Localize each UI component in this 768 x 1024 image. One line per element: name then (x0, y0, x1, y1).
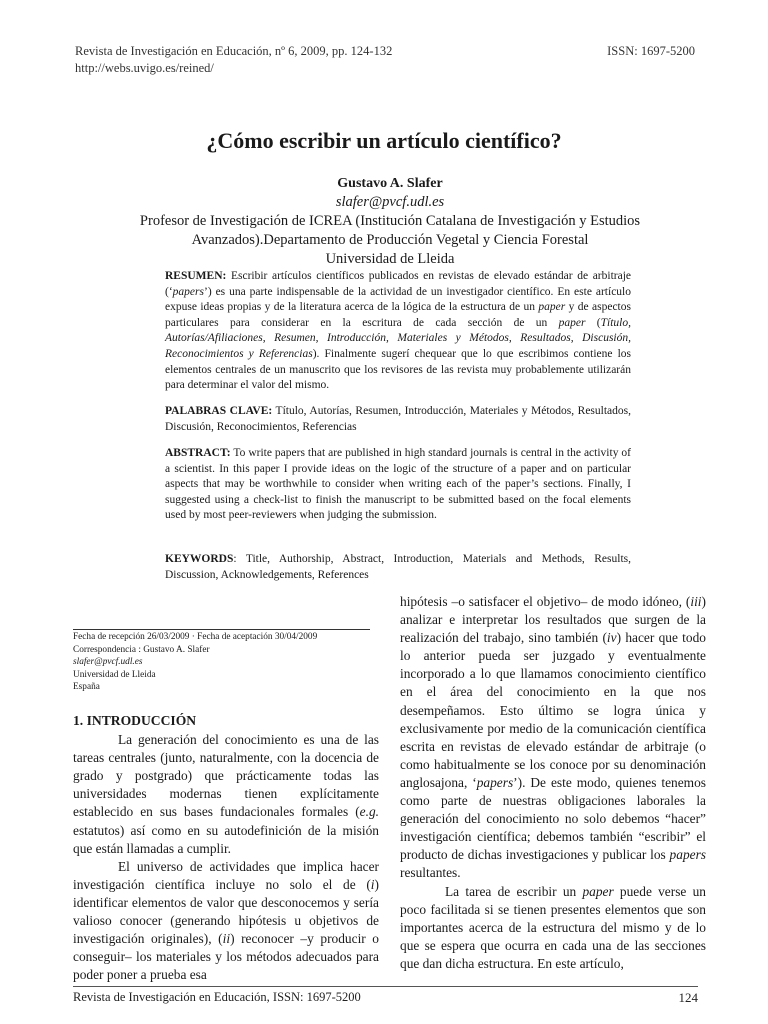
running-header (75, 43, 695, 77)
body-text: ) reconocer –y producir o conseguir– los materiales y los métodos adecuados para poder poner a prueba esa (73, 931, 380, 983)
body-text: ’). De este modo, quienes tenemos como parte de nuestras obligaciones laborales la generación del conocimiento no solo debemos “hacer” investigación científica; debemos también “escribir” el producto de dichas investigaciones y publicar los (400, 774, 706, 863)
footnote-dates: Fecha de recepción 26/03/2009 · Fecha de aceptación 30/04/2009 (73, 632, 318, 642)
footnote-country: España (73, 682, 100, 692)
footnote (73, 631, 373, 694)
body-paragraph (73, 858, 379, 985)
body-column-right (400, 593, 706, 973)
page-number: 124 (678, 990, 698, 1005)
body-text: estatutos) así como en su autodefinición de la misión que están llamadas a cumplir. (73, 822, 379, 856)
palabras-clave-label: PALABRAS CLAVE: (165, 405, 273, 417)
footnote-divider (73, 629, 370, 630)
footnote-university: Universidad de Lleida (73, 669, 156, 680)
body-paragraph (73, 731, 379, 858)
header-issn: ISSN: 1697-5200 (607, 44, 695, 58)
resumen-paragraph (165, 269, 631, 394)
resumen-italic: paper (538, 301, 566, 314)
body-text: ) hacer que todo lo anterior pueda ser juzgado y eventualmente incorporado a lo que llamamos conocimiento científico en el área del conocimiento en la que nos desempeñamos. Esto último se logra única y exclusivamente por medio de la comunicación científica escrita en revistas de elevado estándar de arbitraje (o como habitualmente se los conoce por su denominación anglosajona, ‘ (400, 630, 706, 790)
resumen-italic: Título, Autorías/Afiliaciones, Resumen, Introducción, Materiales y Métodos, Resultados, Discusión, Reconocimientos y Referencias (165, 316, 631, 360)
resumen-text: Escribir artículos científicos publicados en revistas de elevado estándar de arbitraje (‘ (165, 270, 631, 298)
body-text: hipótesis –o satisfacer el objetivo– de modo idóneo, ( (400, 594, 691, 609)
body-italic: e.g. (359, 804, 379, 820)
resumen-text: ( (585, 316, 601, 329)
palabras-clave-paragraph (165, 404, 631, 435)
author-affiliation-3: Universidad de Lleida (325, 251, 455, 267)
abstract-label: ABSTRACT: (165, 447, 231, 459)
palabras-clave-text: Título, Autorías, Resumen, Introducción, Materiales y Métodos, Resultados, Discusión, Reconocimientos, Referencias (165, 405, 632, 433)
body-text: resultantes. (400, 865, 461, 881)
body-italic: ii (222, 931, 231, 947)
keywords-paragraph (165, 552, 631, 583)
resumen-text: ). Finalmente sugerí chequear que lo que escribimos contiene los elementos centrales de un manuscrito que los revisores de las revista muy probablemente utilizarán para determinar el valor del mismo. (165, 347, 631, 392)
body-italic: papers (669, 847, 706, 863)
abstract-paragraph (165, 446, 631, 524)
body-italic: i (370, 876, 375, 892)
body-text: ) analizar e interpretar los resultados que surgen de la realización del trabajo, sino también ( (400, 594, 706, 646)
author-name: Gustavo A. Slafer (337, 176, 443, 191)
body-column-left (73, 712, 379, 984)
footnote-email[interactable]: slafer@pvcf.udl.es (73, 657, 143, 667)
journal-citation: Revista de Investigación en Educación, nº 6, 2009, pp. 124-132 (75, 44, 393, 58)
body-italic: papers (476, 774, 514, 790)
article-title: ¿Cómo escribir un artículo científico? (206, 128, 562, 153)
body-italic: iii (690, 594, 702, 609)
section-heading: 1. INTRODUCCIÓN (73, 713, 197, 728)
resumen-italic: paper (558, 316, 586, 329)
author-affiliation-2: Avanzados).Departamento de Producción Vegetal y Ciencia Forestal (191, 232, 589, 248)
footnote-correspondence: Correspondencia : Gustavo A. Slafer (73, 644, 210, 655)
body-text: La tarea de escribir un (445, 883, 583, 899)
body-text: ) identificar elementos de valor que desconocemos y sería valioso conocer (generando hipótesis u objetivos de investigación originales), ( (73, 876, 379, 947)
body-italic: paper (582, 883, 614, 899)
abstract-text: To write papers that are published in high standard journals is central in the activity of a scientist. In this paper I provide ideas on the logic of the structure of a paper and on particular aspects that may be worthwhile to consider when writing each of the paper’s sections. Finally, I suggested using a check-list to finish the manuscript to be submitted based on the focal elements used by most peer-reviewers when judging the submission. (165, 447, 631, 522)
resumen-label: RESUMEN: (165, 270, 227, 282)
resumen-italic: papers (172, 285, 204, 298)
body-text: La generación del conocimiento es una de las tareas centrales (junto, naturalmente, con la docencia de grado y postgrado) que prácticamente todas las universidades modernas tienen explícitamente establecido en sus bases fundacionales formales ( (73, 732, 379, 820)
body-text: El universo de actividades que implica hacer investigación científica incluye no solo el de ( (73, 858, 379, 892)
resumen-text: ’) es una parte indispensable de la actividad de un investigador científico. En este artículo expuse ideas propias y de la literatura acerca de la lógica de la estructura de un (165, 285, 631, 314)
page-footer (73, 986, 698, 1005)
keywords-text: : Title, Authorship, Abstract, Introduction, Materials and Methods, Results, Discussion, Acknowledgements, References (165, 553, 631, 581)
journal-url[interactable]: http://webs.uvigo.es/reined/ (75, 61, 214, 75)
author-affiliation-1: Profesor de Investigación de ICREA (Institución Catalana de Investigación y Estudios (139, 213, 641, 229)
author-block (100, 174, 680, 269)
body-italic: iv (606, 630, 617, 646)
footer-journal: Revista de Investigación en Educación, ISSN: 1697-5200 (73, 990, 361, 1004)
resumen-text: y de aspectos particulares para considerar en la escritura de cada sección de un (165, 301, 631, 329)
author-email[interactable]: slafer@pvcf.udl.es (335, 194, 445, 210)
body-text: puede verse un poco facilitada si se tienen presentes elementos que son importantes acerca de la estructura del mismo y de lo que se espera que ocurra en cada una de las secciones que dan dicha estructura. En este artículo, (400, 883, 706, 971)
body-paragraph (400, 593, 706, 883)
keywords-label: KEYWORDS (165, 553, 234, 565)
body-paragraph (400, 883, 706, 973)
